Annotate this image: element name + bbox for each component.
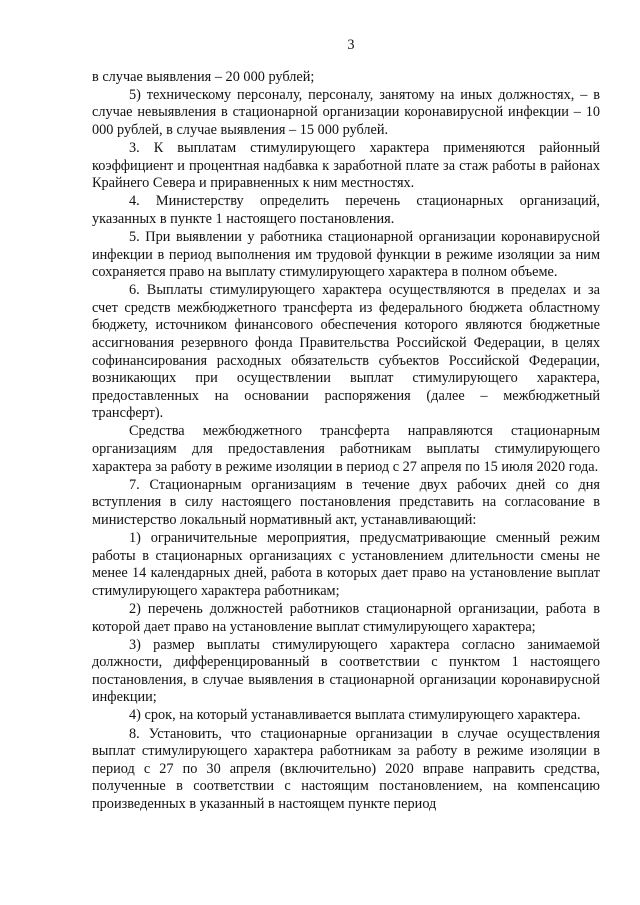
paragraph: в случае выявления – 20 000 рублей; [92, 68, 315, 85]
paragraph: Средства межбюджетного трансферта направляются стационарным организациям для предоставления работникам выплаты стимулирующего характера за работу в режиме изоляции в период с 27 апреля по 15 июля 2020 года. [92, 423, 600, 475]
document-body [92, 69, 600, 814]
paragraph: 3. К выплатам стимулирующего характера применяются районный коэффициент и процентная надбавка к заработной плате за стаж работы в районах Крайнего Севера и приравненных к ним местностях. [92, 139, 600, 192]
paragraph: 6. Выплаты стимулирующего характера осуществляются в пределах и за счет средств межбюджетного трансферта из федерального бюджета областному бюджету, источником финансового обеспечения которого являются бюджетные ассигнования резервного фонда Правительства Российской Федерации, в целях софинансирования расходных обязательств субъектов Российской Федерации, возникающих при осуществлении выплат стимулирующего характера, предоставленных на основании распоряжения (далее – межбюджетный трансферт). [92, 282, 600, 422]
paragraph: 4. Министерству определить перечень стационарных организаций, указанных в пункте 1 настоящего постановления. [92, 193, 600, 227]
paragraph: 7. Стационарным организациям в течение двух рабочих дней со дня вступления в силу настоящего постановления представить на согласование в министерство локальный нормативный акт, устанавливающий: [92, 476, 600, 528]
paragraph: 1) ограничительные мероприятия, предусматривающие сменный режим работы в стационарных организациях с установлением длительности смены не менее 14 календарных дней, работа в которых дает право на установление выплат стимулирующего характера работникам; [92, 530, 600, 599]
page-number: 3 [347, 37, 355, 53]
paragraph: 5. При выявлении у работника стационарной организации коронавирусной инфекции в период выполнения им трудовой функции в режиме изоляции за ним сохраняется право на выплату стимулирующего характера в полном объеме. [92, 228, 600, 281]
paragraph: 8. Установить, что стационарные организации в случае осуществления выплат стимулирующего характера работникам за работу в режиме изоляции в период с 27 по 30 апреля (включительно) 2020 вправе направить средства, полученные в соответствии с настоящим постановлением, на компенсацию произведенных в указанный в настоящем пункте период [92, 725, 600, 812]
paragraph: 3) размер выплаты стимулирующего характера согласно занимаемой должности, дифференцированный в соответствии с пунктом 1 настоящего постановления, в случае выявления в стационарной организации коронавирусной инфекции; [92, 636, 600, 706]
paragraph: 5) техническому персоналу, персоналу, занятому на иных должностях, – в случае невыявления в стационарной организации коронавирусной инфекции – 10 000 рублей, в случае выявления – 15 000 рублей. [92, 86, 600, 138]
paragraph: 2) перечень должностей работников стационарной организации, работа в которой дает право на установление выплат стимулирующего характера; [92, 600, 600, 635]
paragraph: 4) срок, на который устанавливается выплата стимулирующего характера. [129, 707, 581, 724]
